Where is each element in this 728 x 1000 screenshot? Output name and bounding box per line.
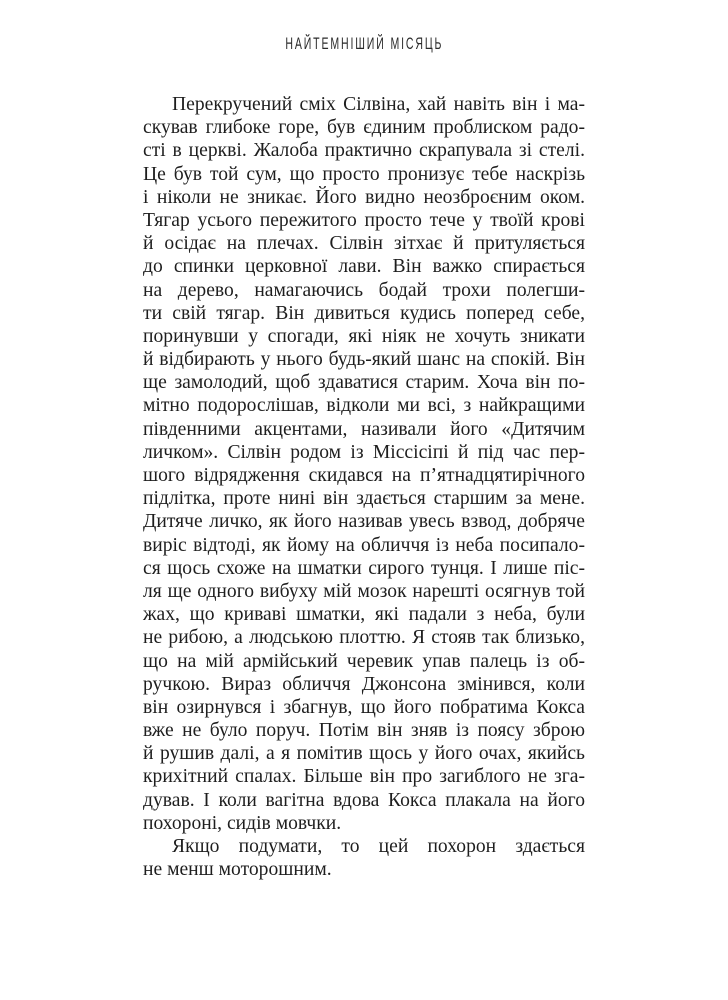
text-line: жах, що криваві шматки, які падали з неба, були: [143, 604, 585, 626]
text-line: на дерево, намагаючись бодай трохи полегши-: [143, 279, 585, 301]
text-line: сті в церкві. Жалоба практично скрапувала зі стелі.: [143, 140, 585, 162]
text-line: ля ще одного вибуху мій мозок нарешті осягнув той: [143, 580, 585, 602]
text-line: підлітка, проте нині він здається старшим за мене.: [143, 488, 585, 510]
text-line: поринувши у спогади, які ніяк не хочуть зникати: [143, 325, 585, 347]
text-line: Якщо подумати, то цей похорон здається: [172, 836, 585, 857]
text-line: вже не було поруч. Потім він зняв із поясу зброю: [143, 720, 585, 742]
text-line: ти свій тягар. Він дивиться кудись поперед себе,: [143, 302, 585, 324]
text-line: виріс відтоді, як йому на обличчя із неба посипало-: [143, 534, 585, 556]
text-line: не менш моторошним.: [143, 859, 332, 881]
paragraph: [143, 93, 585, 835]
text-line: ще замолодий, щоб здаватися старим. Хоча він по-: [143, 372, 585, 394]
paragraph: [143, 835, 585, 881]
text-line: мітно подорослішав, відколи ми всі, з найкращими: [143, 395, 585, 417]
text-line: не рибою, а людською плоттю. Я стояв так близько,: [143, 627, 585, 649]
text-line: Перекручений сміх Сілвіна, хай навіть він і ма-: [172, 94, 585, 115]
text-line: до спинки церковної лави. Він важко спирається: [143, 256, 585, 278]
text-line: дував. І коли вагітна вдова Кокса плакала на його: [143, 789, 585, 811]
text-line: Це був той сум, що просто пронизує тебе наскрізь: [143, 163, 585, 185]
running-header-title: НАЙТЕМНІШИЙ МІСЯЦЬ: [285, 34, 443, 53]
text-line: личком». Сілвін родом із Міссісіпі й під час пер-: [143, 441, 585, 463]
text-line: Тягар усього пережитого просто тече у твоїй крові: [143, 209, 585, 231]
text-line: скував глибоке горе, був єдиним проблиском радо-: [143, 117, 585, 139]
text-line: крихітний спалах. Більше він про загиблого не зга-: [143, 766, 585, 788]
text-line: ручкою. Вираз обличчя Джонсона змінився, коли: [143, 673, 585, 695]
text-line: Дитяче личко, як його називав увесь взвод, добряче: [143, 511, 585, 533]
text-line: похороні, сидів мовчки.: [143, 812, 342, 834]
page-body-text: [143, 93, 585, 881]
running-header: [0, 34, 728, 54]
text-line: і ніколи не зникає. Його видно неозброєним оком.: [143, 186, 585, 208]
text-line: ся щось схоже на шматки сирого тунця. І лише піс-: [143, 557, 585, 579]
text-line: що на мій армійський черевик упав палець із об-: [143, 650, 585, 672]
text-line: й відбирають у нього будь-який шанс на спокій. Він: [143, 349, 585, 371]
text-line: він озирнувся і збагнув, що його побратима Кокса: [143, 696, 585, 718]
text-line: й осідає на плечах. Сілвін зітхає й притуляється: [143, 233, 585, 255]
text-line: південними акцентами, називали його «Дитячим: [143, 418, 585, 440]
text-line: й рушив далі, а я помітив щось у його очах, якийсь: [143, 743, 585, 765]
text-line: шого відрядження скидався на п’ятнадцятирічного: [143, 465, 585, 486]
